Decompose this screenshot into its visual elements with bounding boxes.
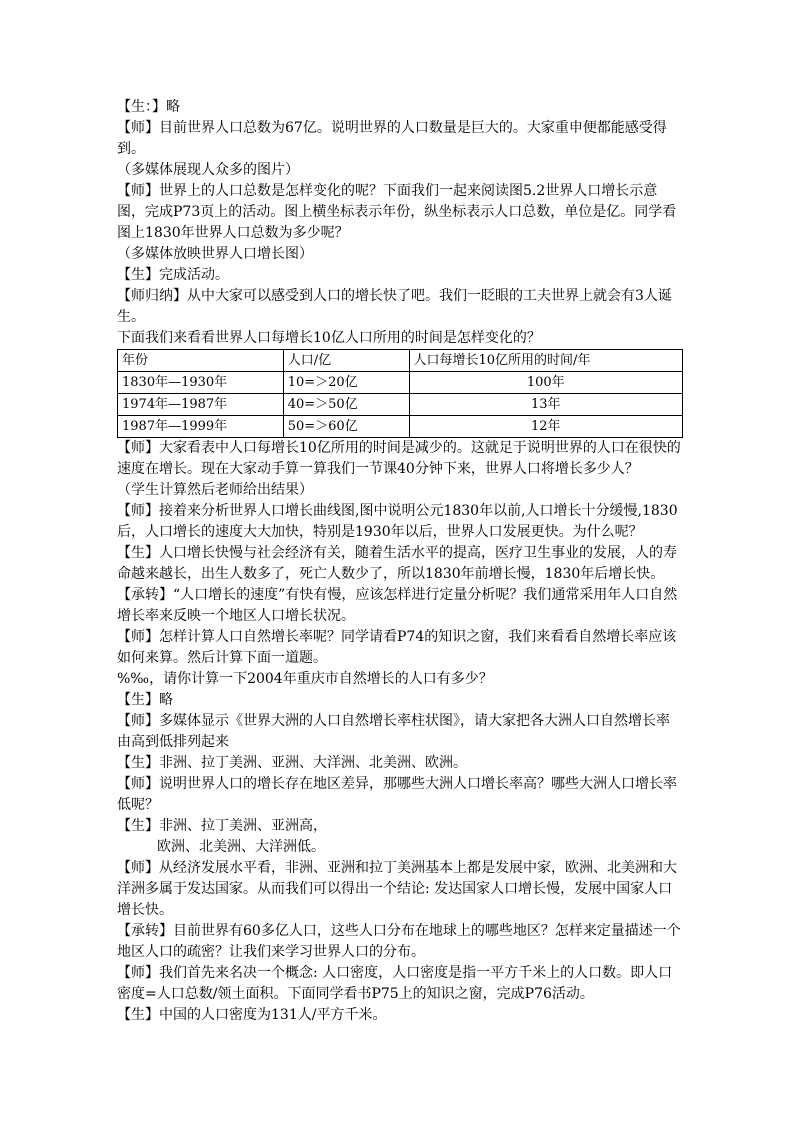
paragraph-multimedia-growth-chart: （多媒体放映世界人口增长图）: [117, 246, 313, 262]
table-cell-population: 40=＞50亿: [283, 394, 409, 416]
table-row: [118, 372, 683, 394]
table-cell-year: 1830年—1930年: [118, 372, 284, 394]
table-cell-time: 12年: [409, 416, 682, 438]
paragraph-transition-growth-rate: 【承转】“人口增长的速度”有快有慢，应该怎样进行定量分析呢？我们通常采用年人口自然增长率来反映一个地区人口增长状况。: [117, 587, 678, 624]
paragraph-teacher-population-change: 【师】世界上的人口总数是怎样变化的呢？下面我们一起来阅读图5.2世界人口增长示意图，完成P73页上的活动。图上横坐标表示年份，纵坐标表示人口总数，单位是亿。同学看图上1830年世界人口总数为多少呢？: [117, 183, 677, 241]
paragraph-teacher-summary: 【师归纳】从中大家可以感受到人口的增长快了吧。我们一眨眼的工夫世界上就会有3人诞生。: [117, 288, 672, 325]
paragraph-student-china-density: 【生】中国的人口密度为131人/平方千米。: [117, 1007, 387, 1023]
table-cell-population: 10=＞20亿: [283, 372, 409, 394]
table-row: [118, 394, 683, 416]
table-cell-population: 50=＞60亿: [283, 416, 409, 438]
paragraph-student-calc: （学生计算然后老师给出结果）: [117, 482, 313, 498]
paragraph-teacher-density: 【师】我们首先来名决一个概念: 人口密度，人口密度是指一平方千米上的人口数。即人口密度=人口总数/领土面积。下面同学看书P75上的知识之窗，完成P76活动。: [117, 965, 673, 1002]
document-page: [117, 97, 683, 1026]
paragraph-student-brief-2: 【生】略: [117, 692, 173, 708]
paragraph-student-activity: 【生】完成活动。: [117, 267, 229, 283]
paragraph-teacher-curve-analysis: 【师】接着来分析世界人口增长曲线图,图中说明公元1830年以前,人口增长十分缓慢,1830后，人口增长的速度大大加快，特别是1930年以后，世界人口发展更快。为什么呢？: [117, 503, 678, 540]
paragraph-transition-distribution: 【承转】目前世界有60多亿人口，这些人口分布在地球上的哪些地区？怎样来定量描述一个地区人口的疏密？让我们来学习世界人口的分布。: [117, 923, 681, 960]
paragraph-student-reason: 【生】人口增长快慢与社会经济有关，随着生活水平的提高，医疗卫生事业的发展，人的寿命越来越长，出生人数多了，死亡人数少了，所以1830年前增长慢，1830年后增长快。: [117, 545, 677, 582]
paragraph-student-brief: 【生：】略: [117, 99, 180, 115]
paragraph-student-low: 欧洲、北美洲、大洋洲低。: [157, 839, 325, 855]
table-header-time: 人口每增长10亿所用的时间/年: [409, 350, 682, 372]
table-row: [118, 416, 683, 438]
paragraph-table-intro: 下面我们来看看世界人口每增长10亿人口所用的时间是怎样变化的？: [117, 330, 541, 346]
paragraph-teacher-bar-chart: 【师】多媒体显示《世界大洲的人口自然增长率柱状图》，请大家把各大洲人口自然增长率由高到低排列起来: [117, 713, 670, 750]
paragraph-teacher-table-analysis: 【师】大家看表中人口每增长10亿所用的时间是减少的。这就足于说明世界的人口在很快的速度在增长。现在大家动手算一算我们一节课40分钟下来，世界人口将增长多少人？: [117, 440, 681, 477]
paragraph-chongqing-question: %‰，请你计算一下2004年重庆市自然增长的人口有多少？: [117, 671, 493, 687]
paragraph-multimedia-crowd: （多媒体展现人众多的图片）: [117, 162, 299, 178]
table-cell-time: 13年: [409, 394, 682, 416]
paragraph-teacher-calc-rate: 【师】怎样计算人口自然增长率呢？同学请看P74的知识之窗，我们来看看自然增长率应该如何来算。然后计算下面一道题。: [117, 629, 677, 666]
population-growth-table: [117, 349, 683, 438]
table-cell-year: 1974年—1987年: [118, 394, 284, 416]
paragraph-student-continents: 【生】非洲、拉丁美洲、亚洲、大洋洲、北美洲、欧洲。: [117, 755, 467, 771]
table-header-year: 年份: [118, 350, 284, 372]
table-header-row: [118, 350, 683, 372]
table-cell-year: 1987年—1999年: [118, 416, 284, 438]
paragraph-teacher-regional-difference: 【师】说明世界人口的增长存在地区差异，那哪些大洲人口增长率高？哪些大洲人口增长率低呢？: [117, 776, 677, 813]
paragraph-teacher-economy: 【师】从经济发展水平看，非洲、亚洲和拉丁美洲基本上都是发展中家，欧洲、北美洲和大洋洲多属于发达国家。从而我们可以得出一个结论: 发达国家人口增长慢，发展中国家人口增长快。: [117, 860, 677, 918]
paragraph-teacher-population-total: 【师】目前世界人口总数为67亿。说明世界的人口数量是巨大的。大家重申便都能感受得到。: [117, 120, 667, 157]
paragraph-student-high: 【生】非洲、拉丁美洲、亚洲高，: [117, 818, 327, 834]
table-header-population: 人口/亿: [283, 350, 409, 372]
table-cell-time: 100年: [409, 372, 682, 394]
